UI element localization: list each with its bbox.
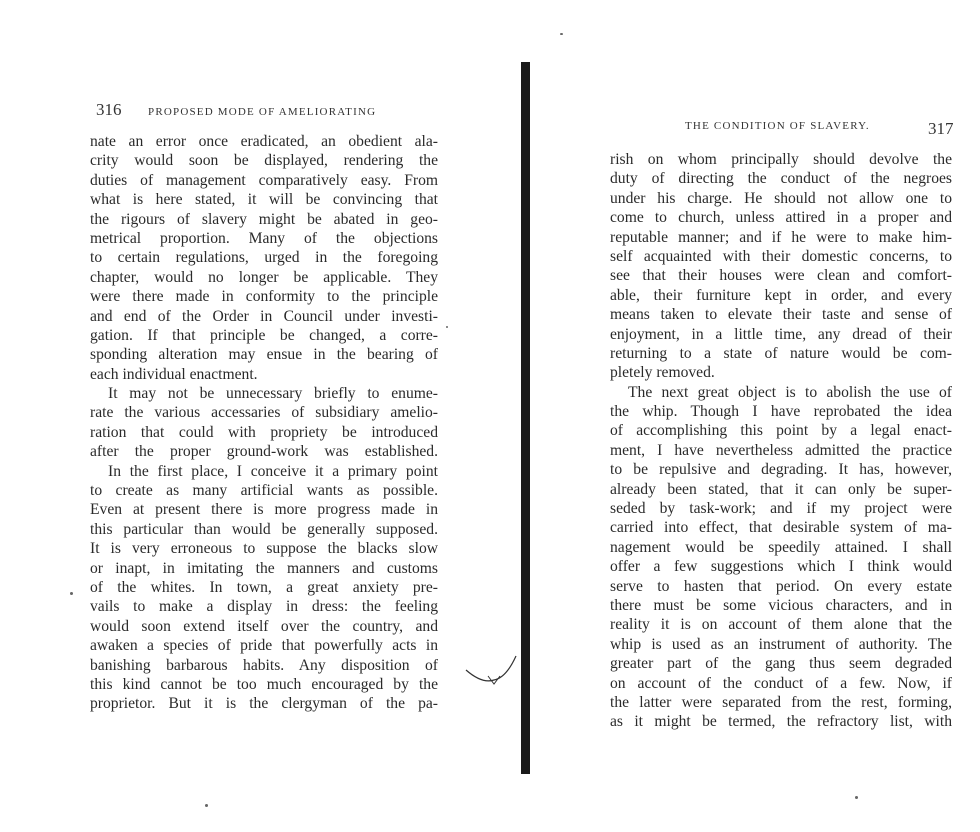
- text-line: rate the various accessaries of subsidiary amelio-: [90, 404, 438, 422]
- text-line: enjoyment, in a little time, any dread of their: [610, 325, 952, 343]
- text-line: under his charge. He should not allow one to: [610, 189, 952, 207]
- text-line: sponding alteration may ensue in the bearing of: [90, 346, 438, 364]
- text-line: the whip. Though I have reprobated the idea: [610, 403, 952, 421]
- text-line: ration that could with propriety be introduced: [90, 423, 438, 441]
- text-line: It may not be unnecessary briefly to enume-: [108, 385, 438, 403]
- text-line: reality it is on account of them alone that the: [610, 616, 952, 634]
- text-line: this kind cannot be too much encouraged by the: [90, 675, 438, 693]
- text-line: proprietor. But it is the clergyman of the pa-: [90, 695, 438, 713]
- text-line: were there made in conformity to the principle: [90, 288, 438, 306]
- text-line: and end of the Order in Council under investi-: [90, 307, 438, 325]
- text-line: The next great object is to abolish the use of: [628, 383, 952, 401]
- text-line: as it might be termed, the refractory list, with: [610, 713, 952, 731]
- text-line: self acquainted with their domestic concerns, to: [610, 247, 952, 265]
- text-line: each individual enactment.: [90, 365, 258, 383]
- right-page: [530, 0, 980, 832]
- text-line: come to church, unless attired in a proper and: [610, 209, 952, 227]
- left-running-head: PROPOSED MODE OF AMELIORATING: [148, 106, 377, 118]
- scan-speck: [560, 33, 563, 35]
- text-line: see that their houses were clean and comfort-: [610, 267, 952, 285]
- right-body-text: [610, 150, 952, 732]
- text-line: to be repulsive and degrading. It has, however,: [610, 461, 952, 479]
- text-line: crity would soon be displayed, rendering the: [90, 152, 438, 170]
- text-line: metrical proportion. Many of the objections: [90, 229, 438, 247]
- scan-speck: [205, 804, 208, 807]
- text-line: serve to hasten that period. On every estate: [610, 577, 952, 595]
- text-line: In the first place, I conceive it a primary point: [108, 462, 438, 480]
- text-line: pletely removed.: [610, 364, 715, 382]
- text-line: seded by task-work; and if my project were: [610, 500, 952, 518]
- scan-speck: [446, 326, 448, 328]
- text-line: gation. If that principle be changed, a corre-: [90, 326, 438, 344]
- text-line: carried into effect, that desirable system of ma-: [610, 519, 952, 537]
- text-line: chapter, would no longer be applicable. They: [90, 268, 438, 286]
- text-line: vails to make a display in dress: the feeling: [90, 598, 438, 616]
- text-line: of the whites. In town, a great anxiety pre-: [90, 578, 438, 596]
- text-line: awaken a species of pride that powerfully acts in: [90, 637, 438, 655]
- text-line: to certain regulations, urged in the foregoing: [90, 249, 438, 267]
- right-page-number: 317: [928, 119, 954, 138]
- text-line: nagement would be speedily attained. I shall: [610, 538, 952, 556]
- text-line: already been stated, that it can only be super-: [610, 480, 952, 498]
- text-line: rish on whom principally should devolve the: [610, 151, 952, 168]
- text-line: means taken to elevate their taste and sense of: [610, 306, 952, 324]
- text-line: whip is used as an instrument of authority. The: [610, 635, 952, 653]
- text-line: what is here stated, it will be convincing that: [90, 191, 438, 209]
- text-line: after the proper ground-work was established.: [90, 443, 438, 461]
- text-line: banishing barbarous habits. Any disposition of: [90, 656, 438, 674]
- text-line: Even at present there is more progress made in: [90, 501, 438, 519]
- text-line: reputable manner; and if he were to make him-: [610, 228, 952, 246]
- text-line: duties of management comparatively easy. From: [90, 171, 438, 189]
- text-line: nate an error once eradicated, an obedient ala-: [90, 133, 438, 150]
- scan-speck: [70, 592, 73, 595]
- text-line: would soon extend itself over the country, and: [90, 617, 438, 635]
- text-line: able, their furniture kept in order, and every: [610, 286, 952, 304]
- text-line: to create as many artificial wants as possible.: [90, 482, 438, 500]
- right-running-head: THE CONDITION OF SLAVERY.: [685, 120, 870, 132]
- scan-speck: [855, 796, 858, 799]
- text-line: duty of directing the conduct of the negroes: [610, 170, 952, 188]
- text-line: of accomplishing this point by a legal enact-: [610, 422, 952, 440]
- text-line: or inapt, in imitating the manners and customs: [90, 559, 438, 577]
- text-line: there must be some vicious characters, and in: [610, 596, 952, 614]
- text-line: returning to a state of nature would be com-: [610, 344, 952, 362]
- text-line: the latter were separated from the rest, forming,: [610, 693, 952, 711]
- text-line: this particular than would be generally supposed.: [90, 520, 438, 538]
- text-line: ment, I have nevertheless admitted the practice: [610, 441, 952, 459]
- left-body-text: [90, 132, 438, 714]
- text-line: greater part of the gang thus seem degraded: [610, 655, 952, 673]
- binding-thread-mark: [464, 654, 524, 694]
- text-line: It is very erroneous to suppose the blacks slow: [90, 540, 438, 558]
- text-line: on account of the conduct of a few. Now, if: [610, 674, 952, 692]
- text-line: the rigours of slavery might be abated in geo-: [90, 210, 438, 228]
- left-page-number: 316: [96, 100, 122, 119]
- text-line: offer a few suggestions which I think would: [610, 558, 952, 576]
